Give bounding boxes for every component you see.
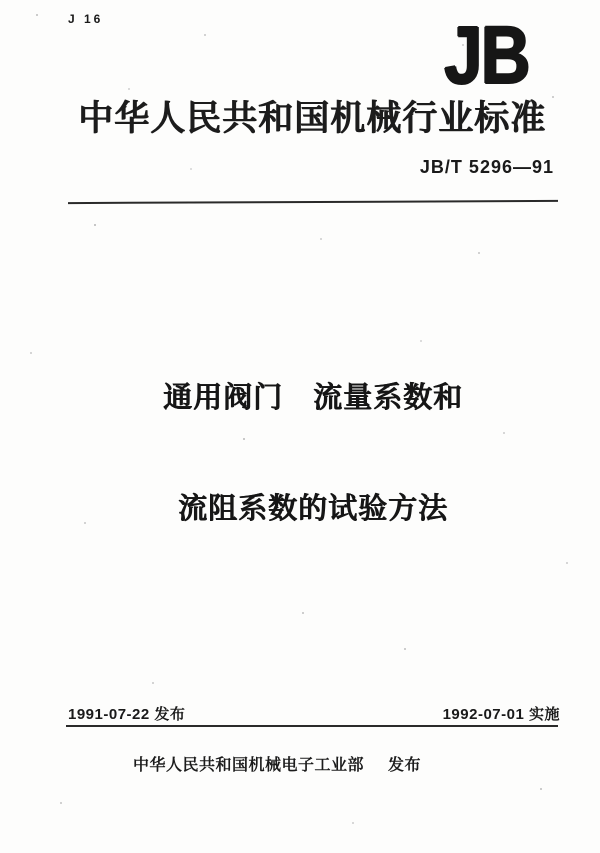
standard-header-title: 中华人民共和国机械行业标准 (77, 99, 546, 138)
document-title-line1: 通用阀门 流量系数和 (162, 382, 463, 414)
issue-date: 1991-07-22 发布 (68, 706, 186, 723)
standard-number: JB/T 5296—91 (419, 157, 554, 177)
publish-label: 发布 (388, 757, 422, 774)
publisher-line (0, 752, 554, 775)
classification-code: J 16 (68, 12, 104, 26)
header-divider (68, 200, 558, 204)
implementation-date: 1992-07-01 实施 (442, 706, 560, 723)
publisher-name: 中华人民共和国机械电子工业部 (132, 757, 364, 774)
jb-logo: JB (444, 10, 529, 101)
document-title-line2: 流阻系数的试验方法 (177, 493, 448, 525)
footer-divider (66, 725, 558, 727)
document-title (26, 306, 600, 602)
scan-noise (0, 0, 2, 2)
